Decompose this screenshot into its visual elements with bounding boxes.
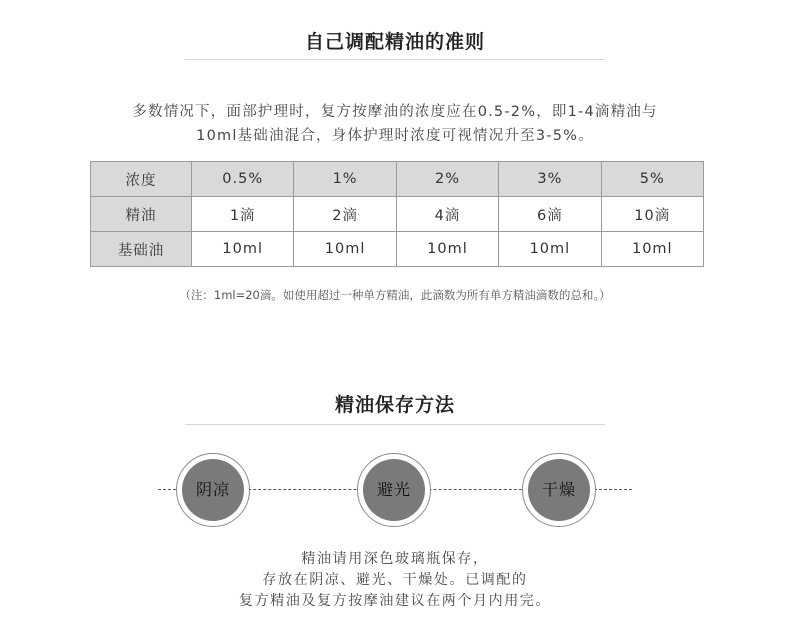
storage-tip-circle-dark bbox=[357, 453, 431, 527]
table-cell: 10ml bbox=[601, 232, 703, 267]
table-cell: 10ml bbox=[294, 232, 396, 267]
title-divider bbox=[185, 59, 605, 60]
intro-line-2: 10ml基础油混合，身体护理时浓度可视情况升至3-5%。 bbox=[196, 128, 594, 144]
storage-title: 精油保存方法 bbox=[334, 394, 455, 416]
storage-line-1: 精油请用深色玻璃瓶保存， bbox=[301, 551, 489, 567]
table-cell: 10ml bbox=[396, 232, 498, 267]
table-cell: 4滴 bbox=[396, 197, 498, 232]
storage-tip-circle-dry bbox=[522, 453, 596, 527]
table-cell: 5% bbox=[601, 162, 703, 197]
blending-intro-text bbox=[0, 100, 790, 148]
table-footnote: （注：1ml=20滴。如使用超过一种单方精油，此滴数为所有单方精油滴数的总和。） bbox=[179, 288, 611, 302]
table-cell: 6滴 bbox=[499, 197, 601, 232]
storage-line-3: 复方精油及复方按摩油建议在两个月内用完。 bbox=[239, 593, 551, 609]
table-row-essential-oil bbox=[91, 197, 704, 232]
storage-tip-circle-cool bbox=[176, 453, 250, 527]
table-cell: 1滴 bbox=[192, 197, 294, 232]
storage-instructions bbox=[0, 549, 790, 612]
circle-label-cool: 阴凉 bbox=[182, 459, 244, 521]
table-cell: 3% bbox=[499, 162, 601, 197]
row-header-base-oil: 基础油 bbox=[91, 232, 192, 267]
table-row-concentration bbox=[91, 162, 704, 197]
row-header-concentration: 浓度 bbox=[91, 162, 192, 197]
table-cell: 1% bbox=[294, 162, 396, 197]
table-cell: 0.5% bbox=[192, 162, 294, 197]
table-cell: 2% bbox=[396, 162, 498, 197]
circle-label-dry: 干燥 bbox=[528, 459, 590, 521]
storage-line-2: 存放在阴凉、避光、干燥处。已调配的 bbox=[262, 572, 528, 588]
table-cell: 2滴 bbox=[294, 197, 396, 232]
table-cell: 10ml bbox=[192, 232, 294, 267]
circle-label-dark: 避光 bbox=[363, 459, 425, 521]
title-divider bbox=[185, 424, 605, 425]
table-cell: 10ml bbox=[499, 232, 601, 267]
blending-guide-title: 自己调配精油的准则 bbox=[304, 31, 485, 53]
table-cell: 10滴 bbox=[601, 197, 703, 232]
table-row-base-oil bbox=[91, 232, 704, 267]
dilution-table bbox=[90, 161, 704, 267]
row-header-essential-oil: 精油 bbox=[91, 197, 192, 232]
intro-line-1: 多数情况下，面部护理时，复方按摩油的浓度应在0.5-2%，即1-4滴精油与 bbox=[132, 104, 658, 120]
